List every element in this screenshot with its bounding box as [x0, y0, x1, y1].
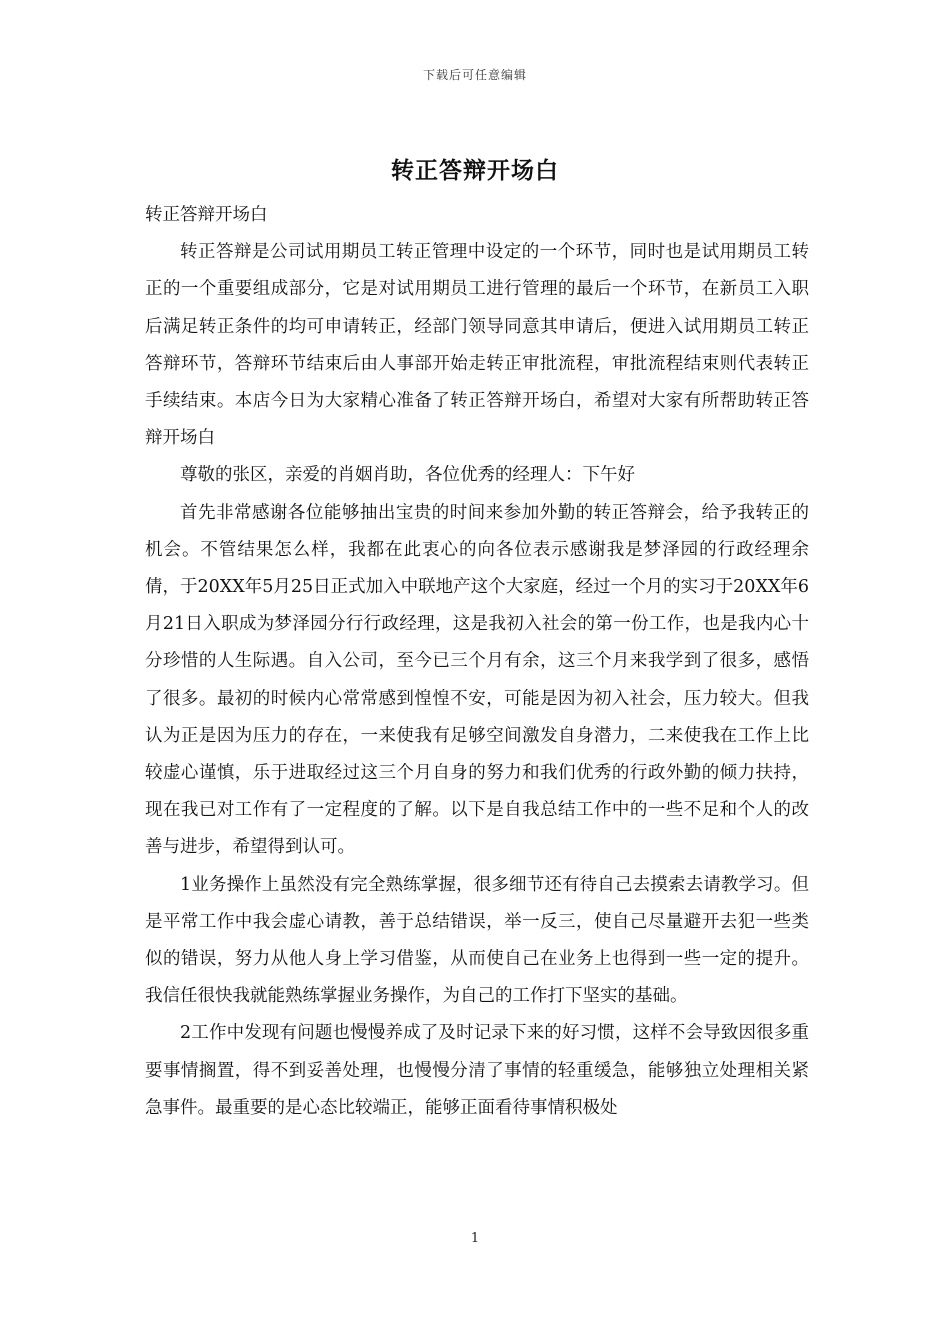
paragraph-intro: 转正答辩是公司试用期员工转正管理中设定的一个环节，同时也是试用期员工转正的一个重要组成部分，它是对试用期员工进行管理的最后一个环节，在新员工入职后满足转正条件的均可申请转正，经部门领导同意其申请后，便进入试用期员工转正答辩环节，答辩环节结束后由人事部开始走转正审批流程，审批流程结束则代表转正手续结束。本店今日为大家精心准备了转正答辩开场白，希望对大家有所帮助转正答辩开场白 — [145, 242, 809, 449]
paragraph-point-2: 2工作中发现有问题也慢慢养成了及时记录下来的好习惯，这样不会导致因很多重要事情搁置，得不到妥善处理，也慢慢分清了事情的轻重缓急，能够独立处理相关紧急事件。最重要的是心态比较端正，能够正面看待事情积极处 — [145, 1023, 809, 1118]
document-body — [145, 197, 809, 1127]
page-number: 1 — [470, 1231, 480, 1246]
paragraph-point-1: 1业务操作上虽然没有完全熟练掌握，很多细节还有待自己去摸索去请教学习。但是平常工作中我会虚心请教，善于总结错误，举一反三，使自己尽量避开去犯一些类似的错误，努力从他人身上学习借鉴，从而使自己在业务上也得到一些一定的提升。我信任很快我就能熟练掌握业务操作，为自己的工作打下坚实的基础。 — [145, 874, 809, 1007]
document-subtitle: 转正答辩开场白 — [145, 205, 268, 225]
paragraph-greeting: 尊敬的张区，亲爱的肖姻肖助，各位优秀的经理人：下午好 — [180, 465, 635, 486]
paragraph-thanks: 首先非常感谢各位能够抽出宝贵的时间来参加外勤的转正答辩会，给予我转正的机会。不管结果怎么样，我都在此衷心的向各位表示感谢我是梦泽园的行政经理余倩，于20XX年5月25日正式加入中联地产这个大家庭，经过一个月的实习于20XX年6月21日入职成为梦泽园分行行政经理，这是我初入社会的第一份工作，也是我内心十分珍惜的人生际遇。自入公司，至今已三个月有余，这三个月来我学到了很多，感悟了很多。最初的时候内心常常感到惶惶不安，可能是因为初入社会，压力较大。但我认为正是因为压力的存在，一来使我有足够空间激发自身潜力，二来使我在工作上比较虚心谨慎，乐于进取经过这三个月自身的努力和我们优秀的行政外勤的倾力扶持，现在我已对工作有了一定程度的了解。以下是自我总结工作中的一些不足和个人的改善与进步，希望得到认可。 — [145, 502, 809, 858]
header-note: 下载后可任意编辑 — [422, 68, 527, 82]
document-title: 转正答辩开场白 — [391, 157, 559, 184]
